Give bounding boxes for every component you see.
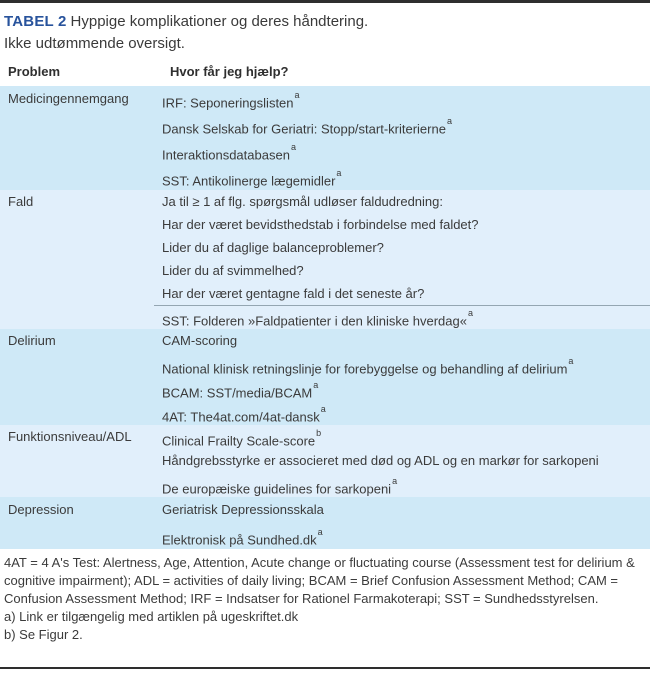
help-row xyxy=(154,259,650,282)
help-row xyxy=(154,377,650,401)
footnote-marker: a xyxy=(568,356,574,366)
help-row xyxy=(154,329,650,353)
help-row xyxy=(154,473,650,497)
problem-label: Funktionsniveau/ADL xyxy=(8,429,132,444)
help-text: Interaktionsdatabasen xyxy=(162,147,290,163)
help-text: National klinisk retningslinje for forebyggelse og behandling af delirium xyxy=(162,361,568,377)
help-row xyxy=(154,190,650,213)
footnote-marker: a xyxy=(467,308,473,318)
problem-label: Delirium xyxy=(8,333,56,348)
help-text: CAM-scoring xyxy=(162,333,238,348)
footnote-marker: a xyxy=(290,142,296,152)
help-text: Geriatrisk Depressionsskala xyxy=(162,502,324,517)
footnote-marker: a xyxy=(320,404,326,414)
help-text: Lider du af daglige balanceproblemer? xyxy=(162,240,384,255)
table-title-line xyxy=(4,11,644,33)
footnotes-block xyxy=(0,554,650,644)
table-number-label: TABEL 2 xyxy=(4,13,67,30)
bottom-rule xyxy=(0,667,650,669)
help-row xyxy=(154,138,650,164)
footnote-marker: a xyxy=(294,90,300,100)
help-row xyxy=(154,425,650,449)
help-text: Ja til ≥ 1 af flg. spørgsmål udløser faldudredning: xyxy=(162,194,443,209)
footnote-marker: a xyxy=(446,116,452,126)
help-rows xyxy=(154,329,650,425)
help-text: SST: Antikolinerge lægemidler xyxy=(162,173,336,189)
table-title-block xyxy=(0,0,650,55)
help-rows xyxy=(154,86,650,190)
help-text: 4AT: The4at.com/4at-dansk xyxy=(162,409,320,425)
help-text: IRF: Seponeringslisten xyxy=(162,95,294,111)
problem-label: Fald xyxy=(8,194,34,209)
help-row xyxy=(154,449,650,473)
footnote-marker: a xyxy=(336,168,342,178)
help-rows xyxy=(154,497,650,549)
help-row xyxy=(154,353,650,377)
help-row xyxy=(154,305,650,329)
help-text: Clinical Frailty Scale-score xyxy=(162,433,316,449)
help-row xyxy=(154,164,650,190)
footnote-marker: a xyxy=(317,527,323,537)
column-header-help: Hvor får jeg hjælp? xyxy=(170,64,289,79)
section-fald xyxy=(0,190,650,329)
column-header-problem: Problem xyxy=(8,64,61,79)
help-row xyxy=(154,282,650,305)
help-text: SST: Folderen »Faldpatienter i den kliniske hverdag« xyxy=(162,313,467,329)
help-rows xyxy=(154,190,650,329)
section-medicingennemgang xyxy=(0,86,650,190)
top-rule xyxy=(0,0,650,3)
footnote-marker: a xyxy=(392,476,398,486)
help-text: Har der været bevidsthedstab i forbindelse med faldet? xyxy=(162,217,479,232)
problem-label: Medicingennemgang xyxy=(8,91,129,106)
footnote-b: b) Se Figur 2. xyxy=(4,627,83,642)
help-rows xyxy=(154,425,650,497)
help-row xyxy=(154,86,650,112)
abbreviations-note: 4AT = 4 A's Test: Alertness, Age, Attention, Acute change or fluctuating course (Assessment test for delirium & cognitive impairment); ADL = activities of daily living; BCAM = Brief Confusion Assessment Method; CAM = Confusion Assessment Method; IRF = Indsatser for Rationel Farmakoterapi; SST = Sundhedsstyrelsen. xyxy=(4,555,635,606)
help-row xyxy=(154,213,650,236)
help-row xyxy=(154,112,650,138)
section-funktionsniveau-adl xyxy=(0,425,650,497)
table-caption: Hyppige komplikationer og deres håndtering. xyxy=(70,13,369,30)
footnote-marker: a xyxy=(313,380,319,390)
help-text: Lider du af svimmelhed? xyxy=(162,263,304,278)
help-text: Har der været gentagne fald i det seneste år? xyxy=(162,286,425,301)
section-delirium xyxy=(0,329,650,425)
problem-label: Depression xyxy=(8,502,74,517)
table-sections xyxy=(0,86,650,549)
help-row xyxy=(154,236,650,259)
help-text: Elektronisk på Sundhed.dk xyxy=(162,532,317,548)
help-text: De europæiske guidelines for sarkopeni xyxy=(162,481,392,497)
column-header-row xyxy=(0,64,650,80)
footnote-marker: b xyxy=(316,428,322,438)
help-row xyxy=(154,401,650,425)
help-row xyxy=(154,497,650,523)
help-text: Dansk Selskab for Geriatri: Stopp/start-kriterierne xyxy=(162,121,446,137)
help-text: BCAM: SST/media/BCAM xyxy=(162,385,313,401)
help-text: Håndgrebsstyrke er associeret med død og ADL og en markør for sarkopeni xyxy=(162,453,599,468)
table-subcaption: Ikke udtømmende oversigt. xyxy=(4,35,185,52)
help-row xyxy=(154,523,650,549)
footnote-a: a) Link er tilgængelig med artiklen på ugeskriftet.dk xyxy=(4,609,299,624)
section-depression xyxy=(0,497,650,549)
